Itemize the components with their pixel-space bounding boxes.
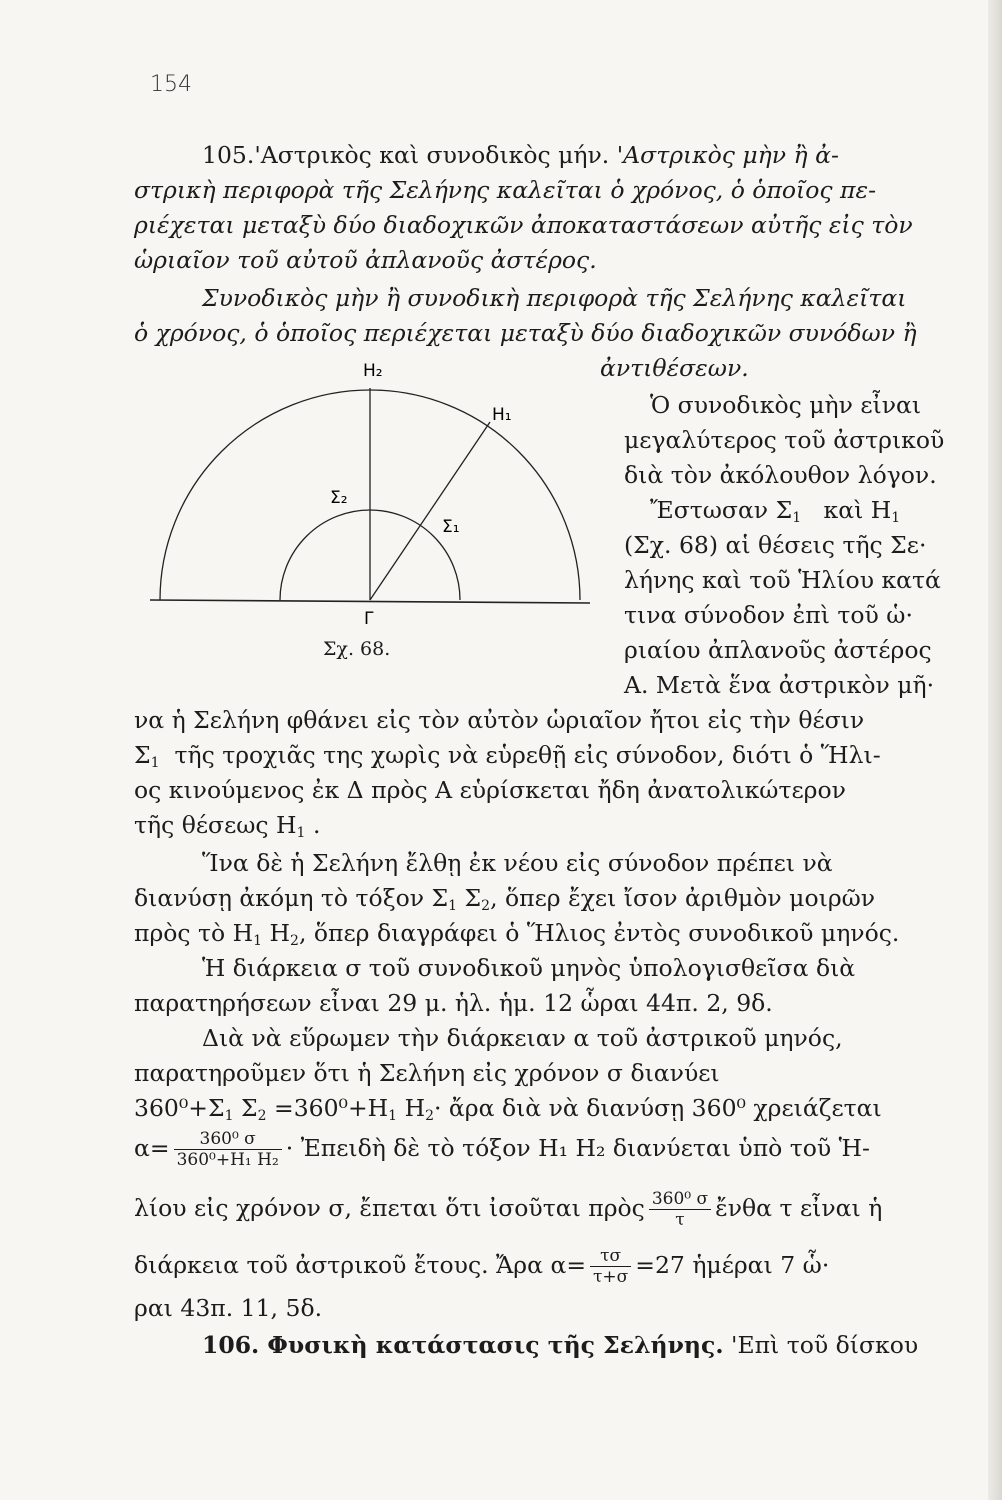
section-105-line-1: [202, 140, 839, 170]
sub-2: 2: [481, 898, 491, 914]
sub-1: 1: [296, 825, 306, 841]
page-number: 154: [150, 72, 192, 97]
p4-line-3-c: · ἄρα διὰ νὰ διανύσῃ 360⁰ χρειάζεται: [433, 1094, 882, 1122]
p2-line-2: διανύσῃ ἀκόμη τὸ τόξον $\Sigma_1$ $\Sigma_2$, ὅπερ ἔχει ἴσον ἀριθμὸν μοιρῶν: [134, 884, 876, 914]
p1-line-4: τῆς θέσεως $H_1$ .: [134, 811, 321, 841]
p4-line-5-b: ἔνθα τ εἶναι ἡ: [715, 1194, 883, 1222]
sub-1: 1: [253, 933, 263, 949]
formula-alpha-denominator: 360⁰+Η₁ Η₂: [176, 1150, 279, 1170]
formula-result-fraction: [590, 1246, 631, 1287]
synodic-definition-line-2: ὁ χρόνος, ὁ ὁποῖος περιέχεται μεταξὺ δύο διαδοχικῶν συνόδων ἢ: [134, 319, 917, 347]
figure-caption: Σχ. 68.: [323, 638, 391, 660]
section-106-heading: 106. Φυσικὴ κατάστασις τῆς Σελήνης.: [202, 1331, 724, 1359]
sidereal-definition-start: 'Αστρικὸς μὴν ἢ ἀ-: [616, 141, 839, 169]
p1-line-2-text: τῆς τροχιᾶς της χωρὶς νὰ εὑρεθῇ εἰς σύνοδον, διότι ὁ Ἥλι-: [174, 741, 881, 769]
side-line-2: μεγαλύτερος τοῦ ἀστρικοῦ: [624, 426, 945, 454]
sub-1: 1: [150, 755, 160, 771]
side-line-4: [650, 495, 900, 533]
label-S2: Σ₂: [330, 488, 348, 508]
p1-line-1: να ἡ Σελήνη φθάνει εἰς τὸν αὐτὸν ὡριαῖον ἤτοι εἰς τὴν θέσιν: [134, 706, 865, 734]
sidereal-definition-line-4: ὡριαῖον τοῦ αὐτοῦ ἀπλανοῦς ἀστέρος.: [134, 246, 597, 274]
side-line-9: Α. Μετὰ ἕνα ἀστρικὸν μῆ·: [624, 671, 935, 699]
p4-line-3: $360^0+\Sigma_1$ $\Sigma_2 =360^0+H_1$ $H_2\cdot$ ἄρα διὰ νὰ διανύσῃ 360⁰ χρειάζεται: [134, 1094, 882, 1124]
page-edge-shadow: [988, 0, 1002, 1500]
p2-line-2-a: διανύσῃ ἀκόμη τὸ τόξον Σ: [134, 884, 449, 912]
p3-line-1: Ἡ διάρκεια σ τοῦ συνοδικοῦ μηνὸς ὑπολογισθεῖσα διὰ: [202, 954, 856, 982]
formula-sun-numerator: 360⁰ σ: [649, 1189, 711, 1210]
p4-line-6: [134, 1245, 829, 1287]
formula-alpha-lhs: α=: [134, 1134, 170, 1162]
section-106-text: 'Επὶ τοῦ δίσκου: [731, 1331, 919, 1359]
p4-line-1: Διὰ νὰ εὕρωμεν τὴν διάρκειαν α τοῦ ἀστρικοῦ μηνός,: [202, 1024, 843, 1052]
p1-line-4-text: τῆς θέσεως Η: [134, 811, 297, 839]
p2-line-2-b: , ὅπερ ἔχει ἴσον ἀριθμὸν μοιρῶν: [490, 884, 876, 912]
sub-2: 2: [425, 1108, 434, 1124]
p4-line-6-b: =27 ἡμέραι 7 ὧ·: [635, 1251, 830, 1279]
horizon-line: [150, 600, 590, 603]
formula-result-denominator: τ+σ: [593, 1267, 629, 1287]
formula-sun-denominator: τ: [675, 1210, 685, 1230]
sidereal-definition-line-3: ριέχεται μεταξὺ δύο διαδοχικῶν ἀποκαταστάσεων αὐτῆς εἰς τὸν: [134, 211, 913, 239]
p4-line-4: · Ἐπειδὴ δὲ τὸ τόξον Η₁ Η₂ διανύεται ὑπὸ τοῦ Ἡ-: [285, 1134, 870, 1162]
figure-68-diagram: [130, 360, 600, 660]
synodic-definition-line-1: Συνοδικὸς μὴν ἢ συνοδικὴ περιφορὰ τῆς Σελήνης καλεῖται: [202, 284, 907, 312]
p4-line-3-a: 360⁰+Σ: [134, 1094, 225, 1122]
side-line-5: (Σχ. 68) αἱ θέσεις τῆς Σε·: [624, 531, 927, 559]
sigma-1: Σ: [134, 741, 151, 769]
sidereal-definition-line-2: στρικὴ περιφορὰ τῆς Σελήνης καλεῖται ὁ χρόνος, ὁ ὁποῖος πε-: [134, 176, 877, 204]
label-S1: Σ₁: [442, 517, 460, 537]
side-line-1: Ὁ συνοδικὸς μὴν εἶναι: [650, 391, 922, 419]
p4-line-6-a: διάρκεια τοῦ ἀστρικοῦ ἔτους. Ἄρα α=: [134, 1251, 587, 1279]
p2-line-1: Ἵνα δὲ ἡ Σελήνη ἔλθῃ ἐκ νέου εἰς σύνοδον πρέπει νὰ: [202, 849, 833, 877]
sub-1: 1: [448, 898, 458, 914]
synodic-definition-line-3: ἀντιθέσεων.: [600, 354, 749, 382]
sub-1: 1: [891, 510, 901, 526]
section-106-line: [202, 1330, 918, 1360]
p4-line-5: [134, 1188, 882, 1230]
p2-line-3-a: πρὸς τὸ Η: [134, 919, 254, 947]
side-line-6: λήνης καὶ τοῦ Ἡλίου κατά: [624, 566, 941, 594]
formula-sun-fraction: [649, 1189, 711, 1230]
formula-alpha-fraction: [174, 1129, 282, 1170]
label-G: Γ: [364, 609, 374, 629]
side-line-4-b: καὶ Η: [823, 496, 892, 524]
p1-line-2: [134, 740, 881, 778]
line-earth-H1: [370, 422, 490, 600]
p4-line-2: παρατηροῦμεν ὅτι ἡ Σελήνη εἰς χρόνον σ διανύει: [134, 1059, 720, 1087]
formula-alpha-line: [134, 1128, 870, 1170]
p4-line-7: ραι 43π. 11, 5δ.: [134, 1294, 323, 1322]
side-line-8: ριαίου ἀπλανοῦς ἀστέρος: [624, 636, 932, 664]
section-105-heading: 105.'Αστρικὸς καὶ συνοδικὸς μήν.: [202, 141, 610, 169]
side-line-3: διὰ τὸν ἀκόλουθον λόγον.: [624, 461, 937, 489]
p2-line-3: πρὸς τὸ $H_1$ $H_2$, ὅπερ διαγράφει ὁ Ἥλιος ἐντὸς συνοδικοῦ μηνός.: [134, 919, 900, 949]
formula-alpha-numerator: 360⁰ σ: [174, 1129, 282, 1150]
sub-2: 2: [290, 933, 299, 949]
formula-result-numerator: τσ: [590, 1246, 631, 1267]
sub-1: 1: [388, 1108, 398, 1124]
sub-2: 2: [257, 1108, 267, 1124]
p2-line-3-b: , ὅπερ διαγράφει ὁ Ἥλιος ἐντὸς συνοδικοῦ μηνός.: [298, 919, 900, 947]
label-H2: Η₂: [363, 361, 383, 381]
p3-line-2: παρατηρήσεων εἶναι 29 μ. ἡλ. ἡμ. 12 ὧραι 44π. 2, 9δ.: [134, 989, 773, 1017]
label-H1: Η₁: [492, 405, 512, 425]
side-line-4-a: Ἔστωσαν Σ: [650, 496, 793, 524]
p4-line-3-b: =360⁰+Η: [274, 1094, 389, 1122]
p4-line-5-a: λίου εἰς χρόνον σ, ἔπεται ὅτι ἰσοῦται πρὸς: [134, 1194, 645, 1222]
side-line-7: τινα σύνοδον ἐπὶ τοῦ ὡ·: [624, 601, 913, 629]
p1-line-3: ος κινούμενος ἐκ Δ πρὸς Α εὑρίσκεται ἤδη ἀνατολικώτερον: [134, 776, 846, 804]
sub-1: 1: [792, 510, 802, 526]
sub-1: 1: [224, 1108, 234, 1124]
